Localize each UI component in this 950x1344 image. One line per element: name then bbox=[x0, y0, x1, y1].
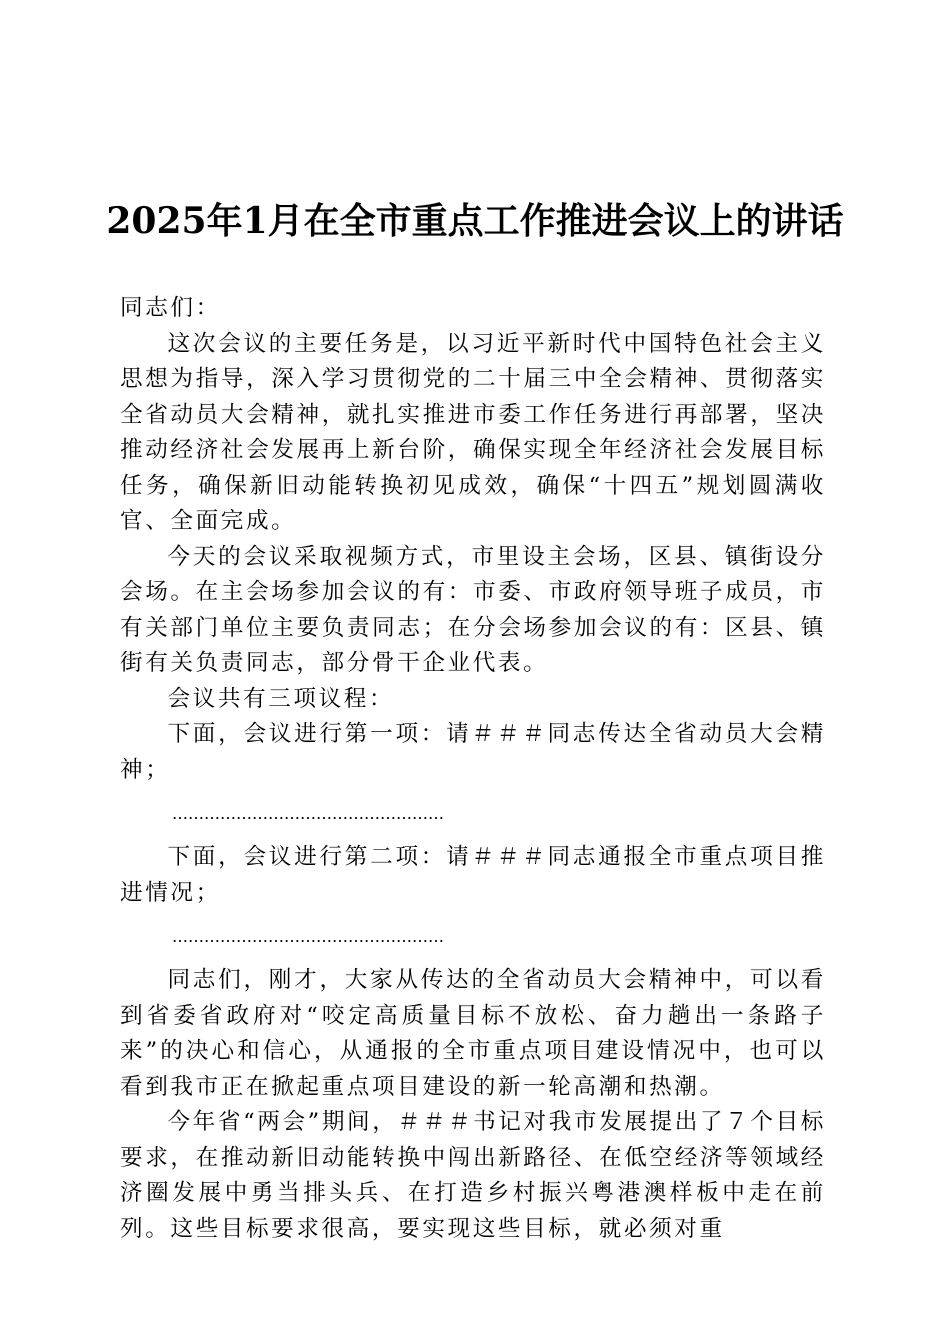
paragraph-agenda-intro: 会议共有三项议程： bbox=[167, 685, 395, 712]
ellipsis-divider: …………………………………………… bbox=[172, 804, 444, 823]
document-body bbox=[120, 291, 826, 1247]
paragraph-meeting-format: 今天的会议采取视频方式，市里设主会场，区县、镇街设分会场。在主会场参加会议的有：市委、市政府领导班子成员，市有关部门单位主要负责同志；在分会场参加会议的有：区县、镇街有关负责同志，部分骨干企业代表。 bbox=[120, 543, 826, 676]
document-title: 2025年1月在全市重点工作推进会议上的讲话 bbox=[106, 200, 844, 242]
salutation: 同志们： bbox=[120, 295, 221, 321]
paragraph-summary: 同志们，刚才，大家从传达的全省动员大会精神中，可以看到省委省政府对“咬定高质量目标不放松、奋力趟出一条路子来”的决心和信心，从通报的全市重点项目建设情况中，也可以看到我市正在掀起重点项目建设的新一轮高潮和热潮。 bbox=[120, 967, 826, 1100]
paragraph-meeting-task: 这次会议的主要任务是，以习近平新时代中国特色社会主义思想为指导，深入学习贯彻党的二十届三中全会精神、贯彻落实全省动员大会精神，就扎实推进市委工作任务进行再部署，坚决推动经济社会发展再上新台阶，确保实现全年经济社会发展目标任务，确保新旧动能转换初见成效，确保“十四五”规划圆满收官、全面完成。 bbox=[120, 330, 826, 534]
paragraph-agenda-item-2: 下面，会议进行第二项：请＃＃＃同志通报全市重点项目推进情况； bbox=[120, 844, 826, 906]
ellipsis-divider: …………………………………………… bbox=[172, 927, 444, 946]
paragraph-agenda-item-1: 下面，会议进行第一项：请＃＃＃同志传达全省动员大会精神； bbox=[120, 721, 826, 783]
paragraph-goals: 今年省“两会”期间，＃＃＃书记对我市发展提出了７个目标要求，在推动新旧动能转换中闯出新路径、在低空经济等领域经济圈发展中勇当排头兵、在打造乡村振兴粤港澳样板中走在前列。这些目标要求很高，要实现这些目标，就必须对重 bbox=[120, 1109, 826, 1242]
